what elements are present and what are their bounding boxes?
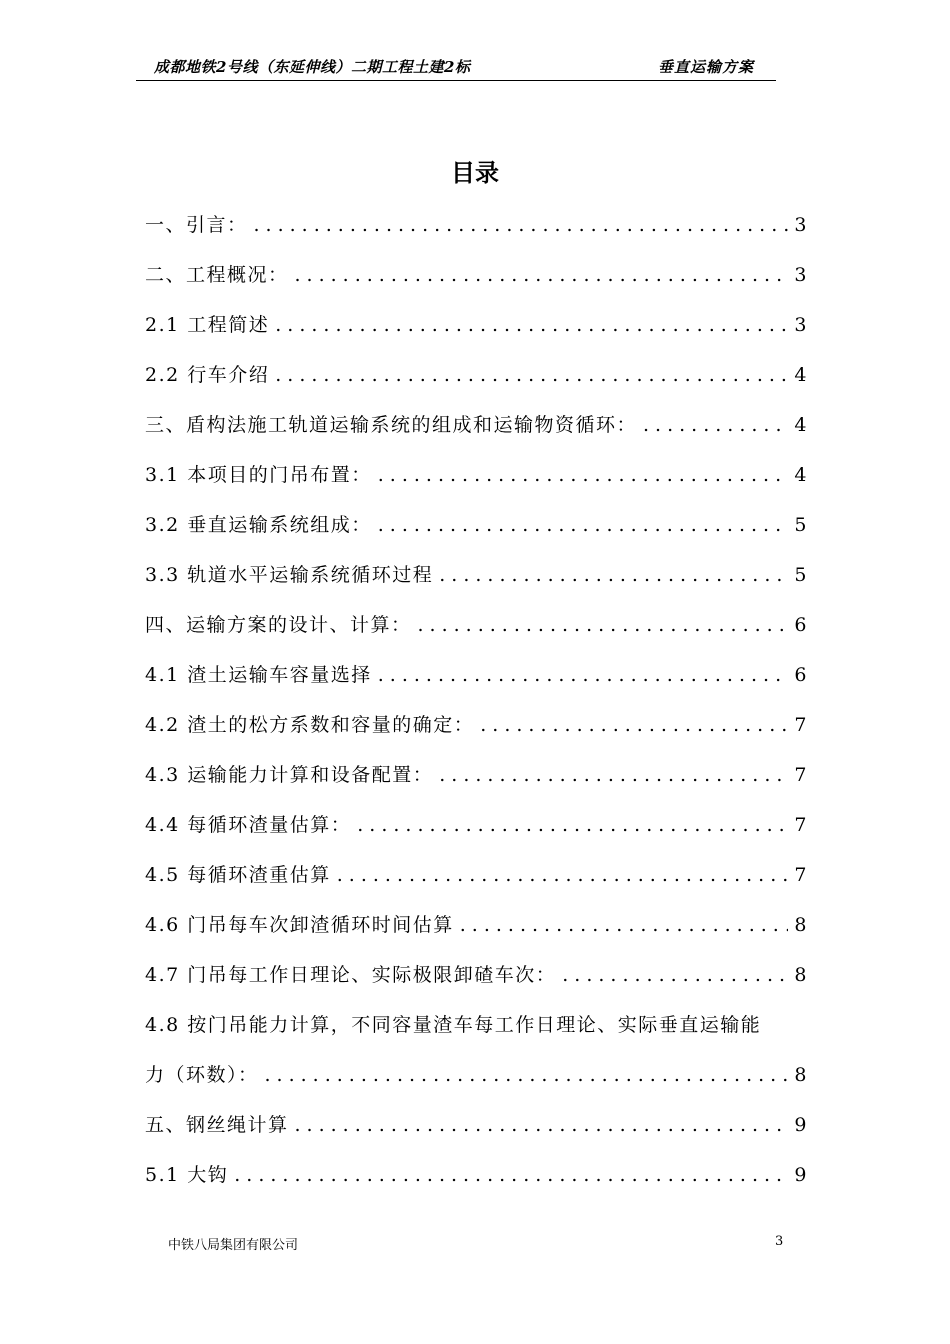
toc-leader-dots bbox=[643, 414, 788, 436]
toc-leader-dots bbox=[460, 914, 789, 936]
toc-entry-text: 三、盾构法施工轨道运输系统的组成和运输物资循环： bbox=[145, 414, 638, 436]
toc-leader-dots bbox=[275, 314, 788, 336]
toc-leader-dots bbox=[275, 364, 788, 386]
toc-entry-page: 4 bbox=[794, 464, 808, 486]
toc-entry-text: 一、引言： bbox=[145, 214, 248, 236]
toc-entry-page: 3 bbox=[794, 214, 808, 236]
toc-leader-dots bbox=[295, 1114, 789, 1136]
toc-entry-page: 5 bbox=[794, 514, 808, 536]
toc-leader-dots bbox=[357, 814, 788, 836]
toc-entry-page: 9 bbox=[794, 1164, 808, 1186]
toc-entry[interactable] bbox=[145, 760, 808, 810]
toc-entry[interactable] bbox=[145, 410, 808, 460]
toc-entry[interactable] bbox=[145, 260, 808, 310]
header-project-title: 成都地铁2号线（东延伸线）二期工程土建2标 bbox=[154, 58, 471, 76]
toc-entry-page: 8 bbox=[794, 914, 808, 936]
toc-entry[interactable] bbox=[145, 860, 808, 910]
toc-entry-page: 8 bbox=[794, 964, 808, 986]
footer-page-number: 3 bbox=[775, 1234, 784, 1249]
toc-entry[interactable] bbox=[145, 460, 808, 510]
toc-entry-text: 4.3 运输能力计算和设备配置： bbox=[145, 764, 434, 786]
page-title: 目录 bbox=[451, 159, 499, 187]
toc-entry-wrapped-line1[interactable]: 4.8 按门吊能力计算，不同容量渣车每工作日理论、实际垂直运输能 bbox=[145, 1014, 762, 1036]
toc-entry-page: 7 bbox=[794, 864, 808, 886]
toc-entry-text: 2.1 工程简述 bbox=[145, 314, 270, 336]
toc-entry[interactable] bbox=[145, 660, 808, 710]
toc-entry[interactable] bbox=[145, 210, 808, 260]
toc-leader-dots bbox=[439, 764, 788, 786]
toc-leader-dots bbox=[562, 964, 788, 986]
toc-leader-dots bbox=[480, 714, 788, 736]
toc-entry-text: 力（环数）： bbox=[145, 1064, 259, 1086]
toc-entry-text: 3.3 轨道水平运输系统循环过程 bbox=[145, 564, 434, 586]
table-of-contents bbox=[145, 210, 808, 1210]
toc-entry-text: 5.1 大钩 bbox=[145, 1164, 229, 1186]
toc-entry-text: 五、钢丝绳计算 bbox=[145, 1114, 289, 1136]
toc-entry-text: 4.6 门吊每车次卸渣循环时间估算 bbox=[145, 914, 454, 936]
toc-entry-text: 四、运输方案的设计、计算： bbox=[145, 614, 412, 636]
toc-entry-page: 5 bbox=[794, 564, 808, 586]
toc-entry[interactable] bbox=[145, 910, 808, 960]
toc-entry[interactable] bbox=[145, 810, 808, 860]
toc-entry-text: 4.7 门吊每工作日理论、实际极限卸碴车次： bbox=[145, 964, 557, 986]
toc-entry-text: 3.2 垂直运输系统组成： bbox=[145, 514, 372, 536]
toc-entry[interactable] bbox=[145, 560, 808, 610]
toc-leader-dots bbox=[337, 864, 789, 886]
header-document-title: 垂直运输方案 bbox=[657, 58, 754, 76]
toc-entry-page: 4 bbox=[794, 414, 808, 436]
toc-entry[interactable] bbox=[145, 960, 808, 1010]
toc-entry[interactable] bbox=[145, 310, 808, 360]
toc-entry-wrapped-line2[interactable] bbox=[145, 1060, 808, 1110]
toc-entry-page: 7 bbox=[794, 714, 808, 736]
toc-leader-dots bbox=[378, 514, 789, 536]
toc-entry-text: 2.2 行车介绍 bbox=[145, 364, 270, 386]
toc-entry[interactable] bbox=[145, 710, 808, 760]
toc-leader-dots bbox=[378, 464, 789, 486]
toc-entry-page: 9 bbox=[794, 1114, 808, 1136]
toc-entry[interactable] bbox=[145, 1110, 808, 1160]
toc-entry-text: 二、工程概况： bbox=[145, 264, 289, 286]
toc-entry-page: 7 bbox=[794, 814, 808, 836]
toc-entry-page: 6 bbox=[794, 614, 808, 636]
toc-entry-page: 6 bbox=[794, 664, 808, 686]
toc-entry-text: 4.5 每循环渣重估算 bbox=[145, 864, 331, 886]
footer-company-name: 中铁八局集团有限公司 bbox=[168, 1238, 299, 1253]
toc-entry-text: 4.1 渣土运输车容量选择 bbox=[145, 664, 372, 686]
toc-leader-dots bbox=[295, 264, 789, 286]
toc-leader-dots bbox=[265, 1064, 789, 1086]
toc-entry-page: 3 bbox=[794, 264, 808, 286]
toc-entry-page: 3 bbox=[794, 314, 808, 336]
toc-entry[interactable] bbox=[145, 360, 808, 410]
toc-entry-page: 7 bbox=[794, 764, 808, 786]
toc-entry[interactable] bbox=[145, 1160, 808, 1210]
toc-entry-page: 8 bbox=[794, 1064, 808, 1086]
toc-entry-page: 4 bbox=[794, 364, 808, 386]
toc-leader-dots bbox=[234, 1164, 788, 1186]
toc-leader-dots bbox=[254, 214, 789, 236]
toc-entry-text: 4.2 渣土的松方系数和容量的确定： bbox=[145, 714, 475, 736]
toc-entry-text: 3.1 本项目的门吊布置： bbox=[145, 464, 372, 486]
toc-entry[interactable] bbox=[145, 510, 808, 560]
toc-entry[interactable] bbox=[145, 610, 808, 660]
toc-leader-dots bbox=[439, 564, 788, 586]
toc-entry-text: 4.4 每循环渣量估算： bbox=[145, 814, 352, 836]
toc-leader-dots bbox=[378, 664, 789, 686]
page-header bbox=[136, 54, 776, 81]
toc-leader-dots bbox=[418, 614, 789, 636]
